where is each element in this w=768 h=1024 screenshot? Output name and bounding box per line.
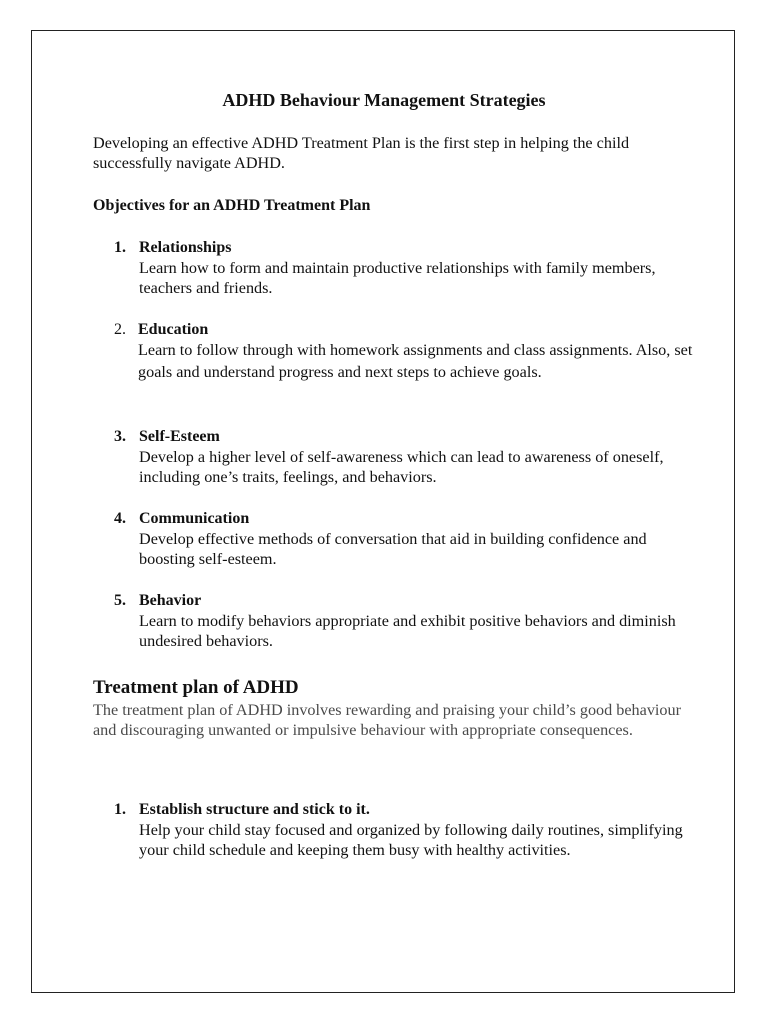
treatment-plan-heading: Treatment plan of ADHD — [93, 677, 299, 698]
objective-text: Develop a higher level of self-awareness which can lead to awareness of oneself, including one’s traits, feelings, and behaviors. — [139, 448, 664, 486]
objective-text: Develop effective methods of conversation that aid in building confidence and boosting self-esteem. — [139, 530, 647, 568]
list-number: 1. — [114, 239, 126, 256]
objective-heading: Education — [138, 321, 209, 338]
objectives-heading: Objectives for an ADHD Treatment Plan — [93, 197, 371, 214]
treatment-step-heading: Establish structure and stick to it. — [139, 801, 370, 818]
list-number: 1. — [114, 801, 126, 818]
objective-text: Learn to follow through with homework assignments and class assignments. Also, set goals and understand progress and next steps to achieve goals. — [138, 341, 693, 381]
objective-item-relationships — [114, 238, 694, 298]
list-number: 2. — [114, 321, 126, 338]
objective-heading: Communication — [139, 510, 250, 527]
list-number: 5. — [114, 592, 126, 609]
objective-heading: Relationships — [139, 239, 232, 256]
treatment-step-text: Help your child stay focused and organized by following daily routines, simplifying your child schedule and keeping them busy with healthy activities. — [139, 821, 683, 859]
objective-item-communication — [114, 509, 694, 569]
objective-heading: Behavior — [139, 592, 202, 609]
objective-item-behavior — [114, 591, 694, 651]
list-number: 4. — [114, 510, 126, 527]
intro-paragraph: Developing an effective ADHD Treatment Plan is the first step in helping the child successfully navigate ADHD. — [93, 134, 630, 172]
objective-text: Learn how to form and maintain productive relationships with family members, teachers and friends. — [139, 259, 656, 297]
objective-item-education — [114, 320, 694, 383]
list-number: 3. — [114, 428, 126, 445]
objective-heading: Self-Esteem — [139, 428, 220, 445]
document-title: ADHD Behaviour Management Strategies — [222, 90, 546, 110]
treatment-step-structure — [114, 800, 694, 860]
treatment-plan-intro: The treatment plan of ADHD involves rewarding and praising your child’s good behaviour and discouraging unwanted or impulsive behaviour with appropriate consequences. — [93, 701, 682, 739]
objective-text: Learn to modify behaviors appropriate and exhibit positive behaviors and diminish undesired behaviors. — [139, 612, 676, 650]
objective-item-self-esteem — [114, 427, 694, 487]
